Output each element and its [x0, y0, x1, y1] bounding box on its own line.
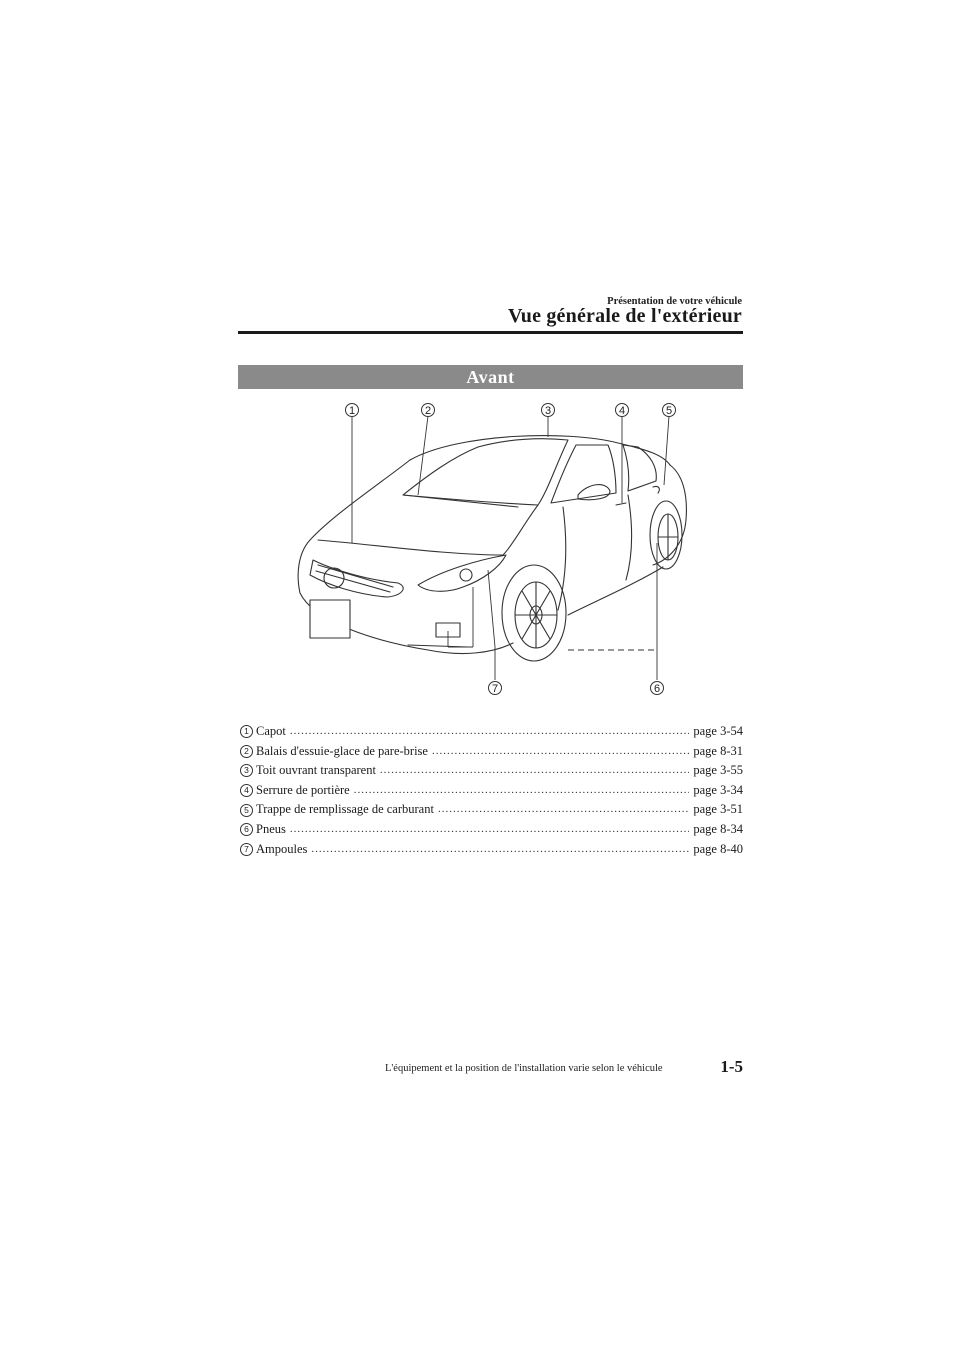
- car-illustration: [238, 395, 743, 710]
- license-plate: [310, 600, 350, 638]
- page-reference: page 8-40: [693, 841, 743, 856]
- callout-7-label: 7: [491, 683, 499, 695]
- legend-item: [240, 800, 743, 820]
- legend-item: [240, 722, 743, 742]
- parts-legend: [240, 722, 743, 859]
- legend-label: Balais d'essuie-glace de pare-brise: [256, 743, 428, 758]
- dot-leader: [290, 820, 689, 840]
- front-tire: [502, 565, 566, 661]
- page-reference: page 3-51: [693, 802, 743, 817]
- legend-number: 4: [240, 784, 253, 797]
- wiper-line: [403, 495, 518, 507]
- footer-note: L'équipement et la position de l'installation varie selon le véhicule: [385, 1063, 663, 1074]
- legend-item: [240, 820, 743, 840]
- page-reference: page 8-31: [693, 743, 743, 758]
- dot-leader: [354, 781, 690, 801]
- dot-leader: [290, 722, 690, 742]
- callout-6-label: 6: [653, 683, 661, 695]
- legend-number: 2: [240, 745, 253, 758]
- title-rule: [238, 331, 743, 334]
- legend-label: Toit ouvrant transparent: [256, 763, 376, 778]
- callout-5-label: 5: [665, 405, 673, 417]
- page-reference: page 8-34: [693, 821, 743, 836]
- side-mirror: [578, 485, 610, 500]
- dot-leader: [432, 742, 689, 762]
- leader-5: [664, 416, 669, 485]
- callout-4-label: 4: [618, 405, 626, 417]
- dot-leader: [438, 800, 689, 820]
- legend-label: Serrure de portière: [256, 782, 350, 797]
- view-heading: Avant: [466, 366, 515, 387]
- side-sill: [568, 567, 663, 615]
- headlight: [418, 555, 506, 591]
- side-outline: [653, 465, 686, 565]
- legend-item: [240, 781, 743, 801]
- dot-leader: [311, 840, 689, 860]
- callout-2-label: 2: [424, 405, 432, 417]
- hood-crease: [318, 540, 503, 555]
- windshield: [403, 439, 568, 505]
- front-door: [558, 507, 566, 610]
- view-heading-band: [238, 365, 743, 389]
- dot-leader: [380, 761, 689, 781]
- rear-door: [626, 495, 632, 580]
- hood-outline: [298, 460, 410, 593]
- legend-label: Trappe de remplissage de carburant: [256, 802, 434, 817]
- legend-item: [240, 761, 743, 781]
- legend-item: [240, 742, 743, 762]
- legend-number: 3: [240, 764, 253, 777]
- roof-line: [410, 436, 670, 465]
- car-front-view-drawing: [238, 395, 743, 710]
- callout-1-label: 1: [348, 405, 356, 417]
- page-reference: page 3-55: [693, 763, 743, 778]
- legend-number: 6: [240, 823, 253, 836]
- front-side-window: [551, 445, 616, 503]
- legend-label: Capot: [256, 724, 286, 738]
- page-title: Vue générale de l'extérieur: [507, 305, 742, 327]
- door-handle: [616, 503, 626, 505]
- fuel-door: [653, 486, 659, 493]
- legend-number: 5: [240, 804, 253, 817]
- section-name: Présentation de votre véhicule: [607, 296, 742, 307]
- legend-item: [240, 840, 743, 860]
- legend-number: 7: [240, 843, 253, 856]
- legend-label: Ampoules: [256, 841, 308, 856]
- callout-3-label: 3: [544, 405, 552, 417]
- page-reference: page 3-34: [693, 782, 743, 797]
- page-reference: page 3-54: [693, 724, 743, 738]
- page-number: 1-5: [720, 1057, 743, 1076]
- legend-number: 1: [240, 725, 253, 738]
- legend-label: Pneus: [256, 821, 286, 836]
